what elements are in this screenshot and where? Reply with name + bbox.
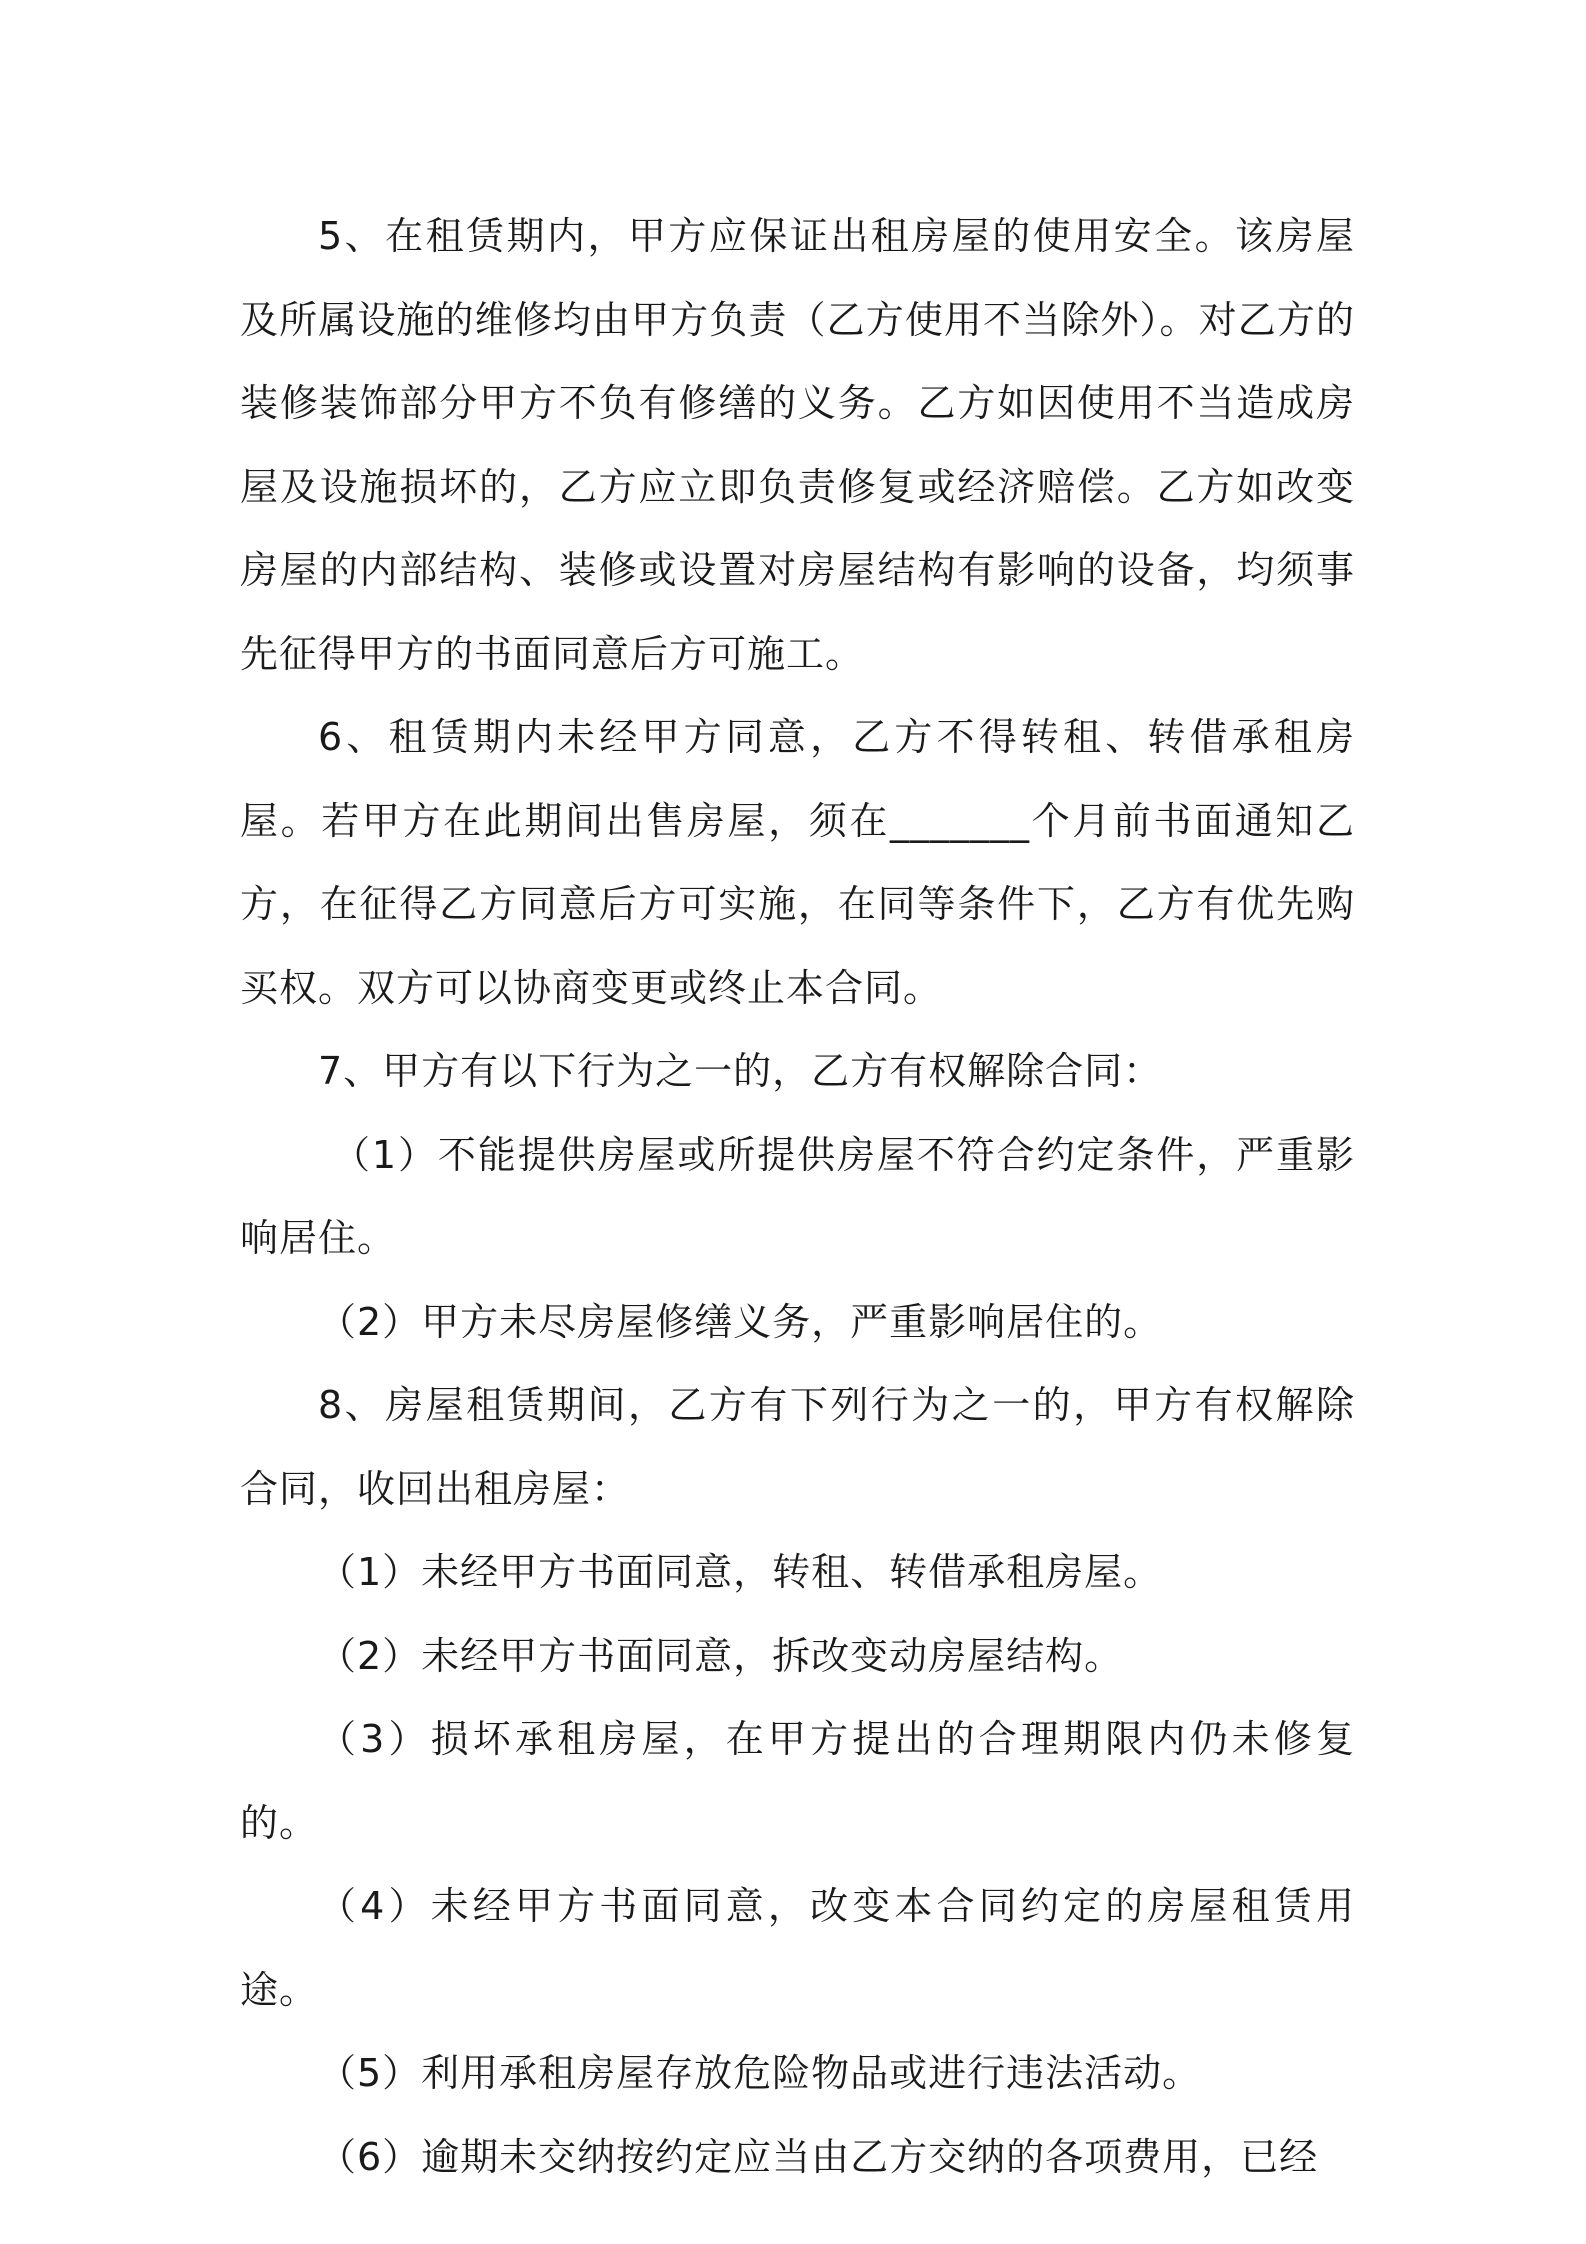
clause-8-item-1: （1）未经甲方书面同意，转租、转借承租房屋。 bbox=[318, 1550, 1163, 1594]
clause-8-item-2: （2）未经甲方书面同意，拆改变动房屋结构。 bbox=[318, 1633, 1124, 1678]
clause-8-item-3: （3）损坏承租房屋，在甲方提出的合理期限内仍未修复的。 bbox=[240, 1717, 1355, 1845]
clause-6-paragraph: 6、租赁期内未经甲方同意，乙方不得转租、转借承租房屋。若甲方在此期间出售房屋，须在_______个月前书面通知乙方，在征得乙方同意后方可实施，在同等条件下，乙方有优先购买权。双方可以协商变更或终止本合同。 bbox=[240, 715, 1355, 1010]
clause-8-item-5: （5）利用承租房屋存放危险物品或进行违法活动。 bbox=[318, 2051, 1202, 2095]
clause-8-item-4: （4）未经甲方书面同意，改变本合同约定的房屋租赁用途。 bbox=[240, 1884, 1355, 2012]
clause-7-item-1: （1）不能提供房屋或所提供房屋不符合约定条件，严重影响居住。 bbox=[240, 1132, 1355, 1260]
clause-7-heading: 7、甲方有以下行为之一的，乙方有权解除合同： bbox=[318, 1049, 1163, 1093]
clause-8-heading: 8、房屋租赁期间，乙方有下列行为之一的，甲方有权解除合同，收回出租房屋： bbox=[240, 1383, 1355, 1511]
clause-8-item-6: （6）逾期未交纳按约定应当由乙方交纳的各项费用，已经 bbox=[318, 2134, 1319, 2179]
document-body bbox=[240, 195, 1355, 2199]
clause-5-paragraph: 5、在租赁期内，甲方应保证出租房屋的使用安全。该房屋及所属设施的维修均由甲方负责（乙方使用不当除外）。对乙方的装修装饰部分甲方不负有修缮的义务。乙方如因使用不当造成房屋及设施损坏的，乙方应立即负责修复或经济赔偿。乙方如改变房屋的内部结构、装修或设置对房屋结构有影响的设备，均须事先征得甲方的书面同意后方可施工。 bbox=[240, 214, 1355, 676]
clause-7-item-2: （2）甲方未尽房屋修缮义务，严重影响居住的。 bbox=[318, 1299, 1163, 1344]
